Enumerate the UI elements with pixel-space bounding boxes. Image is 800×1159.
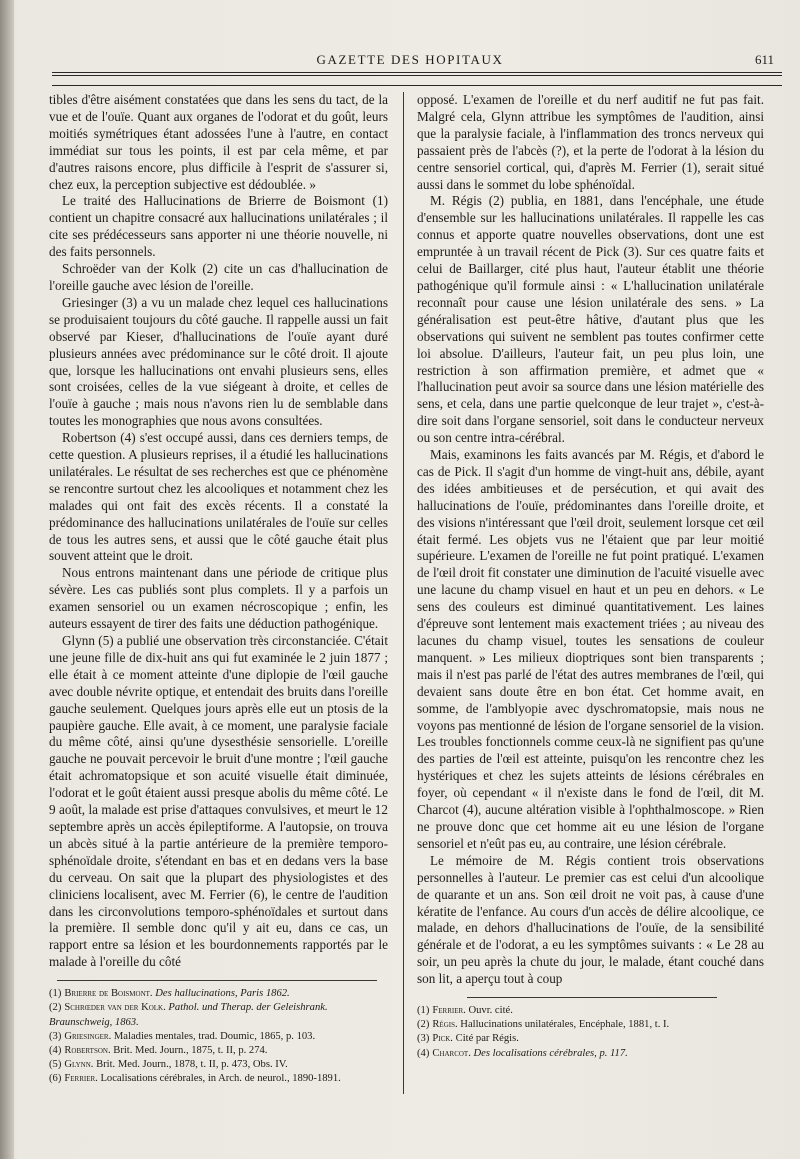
- paragraph: tibles d'être aisément constatées que dans les sens du tact, de la vue et de l'ouïe. Quant aux organes de l'odorat et du goût, leurs moitiés symétriques étant adossées l'une à l'autre, en contact immédiat sur tous les points, il est par cela même, et par d'autres raisons encore, plus difficile à l'esprit de s'assurer si, chez eux, la perception subjective est dédoublée. »: [49, 92, 388, 192]
- footnote: (1) Brierre de Boismont. Des hallucinations, Paris 1862.: [49, 988, 290, 1000]
- footnotes: [49, 987, 388, 1086]
- footnote: (3) Griesinger. Maladies mentales, trad. Doumic, 1865, p. 103.: [49, 1030, 316, 1042]
- footnote: (2) Schrœder van der Kolk. Pathol. und Therap. der Geleishrank. Braunschweig, 1863.: [49, 1002, 328, 1028]
- header-rule: [52, 72, 782, 73]
- paragraph: Le mémoire de M. Régis contient trois observations personnelles à l'auteur. Le premier cas est celui d'un alcoolique de quarante et un ans. Son œil droit ne voit pas, à cause d'une kératite de l'enfance. Au cours d'un accès de délire alcoolique, ce malade, en dehors d'hallucinations de l'ouïe, de la sensibilité générale et de l'odorat, a eu les symptômes suivants : « Le 28 au soir, un peu après la chute du jour, le malade, étant couché dans son lit, a aperçu tout à coup: [417, 852, 764, 987]
- paragraph: Mais, examinons les faits avancés par M. Régis, et d'abord le cas de Pick. Il s'agit d'un homme de vingt-huit ans, débile, ayant des idées ambitieuses et de persécution, et qui avait des hallucinations de l'ouïe, prédominantes dans l'oreille droite, et des visions n'intéressant que l'œil droit, seulement lorsque cet œil était fermé. Les objets vus ne l'étaient que par leur moitié supérieure. L'examen de l'oreille ne fut point pratiqué. L'examen de l'œil droit fit constater une diminution de l'acuité visuelle avec une lacune du champ visuel en haut et un peu en dehors. « Le sens des couleurs est diminué quantitativement. Les laines d'épreuve sont lentement mais exactement triées ; au niveau des lacunes du champ visuel, toutes les sensations de couleur manquent. » Les milieux dioptriques sont bien transparents ; mais il n'est pas parlé de l'état des autres membranes de l'œil, qui devaient sans doute être en bon état. Cet homme avait, en somme, de l'amblyopie avec dyschromatopsie, mais nous ne voyons pas mentionné de lésion de l'organe sensoriel de la vision. Les troubles fonctionnels comme ceux-là ne signifient pas qu'une des parties de l'œil est atteinte, puisqu'on les rencontre chez les hystériques et chez les sujets atteints de lésions cérébrales en foyer, où cependant « il n'existe dans le fond de l'œil, dit M. Charcot (4), aucune altération visible à l'ophthalmoscope. » Rien ne prouve donc que cet homme ait eu une lésion de l'organe sensoriel et n'eût pas eu, au contraire, une lésion cérébrale.: [417, 447, 764, 851]
- page-number: 611: [754, 52, 774, 67]
- header-rule: [52, 85, 782, 86]
- paragraph: Nous entrons maintenant dans une période de critique plus sévère. Les cas publiés sont plus complets. Il y a parfois un examen sensoriel ou un examen nécroscopique ; enfin, les auteurs essayent de tirer des faits une déduction pathogénique.: [49, 565, 388, 632]
- footnote: (4) Charcot. Des localisations cérébrales, p. 117.: [417, 1047, 628, 1059]
- footnote-rule: [57, 980, 377, 981]
- paragraph: Glynn (5) a publié une observation très circonstanciée. C'était une jeune fille de dix-huit ans qui fut examinée le 2 juin 1877 ; elle était à ce moment atteinte d'une diplopie de l'œil gauche avec double névrite optique, et entendait des bruits dans l'oreille gauche seulement. Quelques jours après elle eut un ptosis de la paupière gauche. Elle avait, à ce moment, une paralysie faciale du même côté, ainsi qu'une dysesthésie sensorielle. L'oreille gauche ne pouvait percevoir le bruit d'une montre ; l'œil gauche était achromatopsique et son acuité visuelle était diminuée, l'odorat et le goût étaient aussi presque abolis du même côté. Le 9 août, la malade est prise d'attaques convulsives, et meurt le 12 septembre après un accès épileptiforme. A l'autopsie, on trouva un abcès situé à la partie antérieure de la première temporo-sphénoïdale droite, s'étendant en bas et en dedans vers la base du cerveau. On sait que la plupart des physiologistes et des cliniciens localisent, avec M. Ferrier (6), le centre de l'audition dans les circonvolutions temporo-sphénoïdales et surtout dans la première. Il semble donc qu'il y ait eu, dans ce cas, un rapport entre sa lésion et les bourdonnements rapportés par le malade à l'oreille du côté: [49, 633, 388, 970]
- footnote-rule: [467, 997, 717, 998]
- left-column: [49, 92, 388, 1087]
- paragraph: M. Régis (2) publia, en 1881, dans l'encéphale, une étude d'ensemble sur les hallucinations unilatérales. Il rappelle les cas connus et apporte quatre nouvelles observations, dont une est empruntée à un travail récent de Pick (3). Sur ces quatre faits et celui de Baillarger, cité plus haut, l'auteur établit une théorie pathogénique qu'il formule ainsi : « L'hallucination unilatérale reconnaît pour cause une lésion unilatérale des sens. » La généralisation est peut-être hâtive, d'autant plus que les observations qui suivent ne semblent pas toutes confirmer cette loi absolue. D'ailleurs, l'auteur fait, un peu plus loin, une restriction à son affirmation première, et admet que « l'hallucination peut avoir sa source dans une lésion matérielle des sens, et cela, dans une partie quelconque de leur trajet », c'est-à-dire soit dans l'organe sensoriel, soit dans le conducteur nerveux ou son centre intra-cérébral.: [417, 193, 764, 446]
- footnote: (1) Ferrier. Ouvr. cité.: [417, 1005, 513, 1017]
- page-binding-shadow: [0, 0, 14, 1159]
- paragraph: Robertson (4) s'est occupé aussi, dans ces derniers temps, de cette question. A plusieurs reprises, il a étudié les hallucinations unilatérales. Le résultat de ses recherches est que ce phénomène se rencontre surtout chez les alcooliques et notamment chez les malades qui ont fait des excès récents. Il a constaté la prédominance des hallucinations unilatérales de l'ouïe sur celles de tous les autres sens, et aussi que le côté gauche était plus souvent atteint que le droit.: [49, 430, 388, 564]
- footnote: (6) Ferrier. Localisations cérébrales, in Arch. de neurol., 1890-1891.: [49, 1073, 341, 1085]
- paragraph: Schroëder van der Kolk (2) cite un cas d'hallucination de l'oreille gauche avec lésion de l'oreille.: [49, 261, 388, 293]
- column-divider: [403, 92, 404, 1094]
- paragraph: Griesinger (3) a vu un malade chez lequel ces hallucinations se produisaient toujours du côté gauche. Il rappelle aussi un fait observé par Kieser, d'hallucinations de l'ouïe ayant duré plusieurs années avec prédominance sur le côté droit. Il ajoute que, lorsque les hallucinations ont envahi plusieurs sens, elles sont croisées, celles de la vue siégeant à droite, et celles de l'ouïe à gauche ; mais nous n'avons rien lu de semblable dans toutes les monographies que nous avons consultées.: [49, 294, 388, 429]
- footnote: (3) Pick. Cité par Régis.: [417, 1033, 519, 1045]
- right-column: [417, 92, 764, 1061]
- paragraph: Le traité des Hallucinations de Brierre de Boismont (1) contient un chapitre consacré aux hallucinations unilatérales ; il cite ses prédécesseurs sans apporter ni une théorie nouvelle, ni des faits personnels.: [49, 193, 388, 260]
- paragraph: opposé. L'examen de l'oreille et du nerf auditif ne fut pas fait. Malgré cela, Glynn attribue les symptômes de l'audition, ainsi que la paralysie faciale, à l'inflammation des troncs nerveux qui passaient près de l'abcès (?), et la perte de l'odorat à la lésion du centre sensoriel cortical, qui, d'après M. Ferrier (1), serait situé aussi dans le sommet du lobe sphénoïdal.: [417, 92, 764, 192]
- running-header: [40, 52, 780, 72]
- footnote: (2) Régis. Hallucinations unilatérales, Encéphale, 1881, t. I.: [417, 1019, 670, 1031]
- journal-title: GAZETTE DES HOPITAUX: [316, 52, 504, 67]
- header-rule: [52, 75, 782, 76]
- footnote: (4) Robertson. Brit. Med. Journ., 1875, t. II, p. 274.: [49, 1044, 268, 1056]
- footnotes: [417, 1004, 764, 1061]
- footnote: (5) Glynn. Brit. Med. Journ., 1878, t. II, p. 473, Obs. IV.: [49, 1059, 288, 1071]
